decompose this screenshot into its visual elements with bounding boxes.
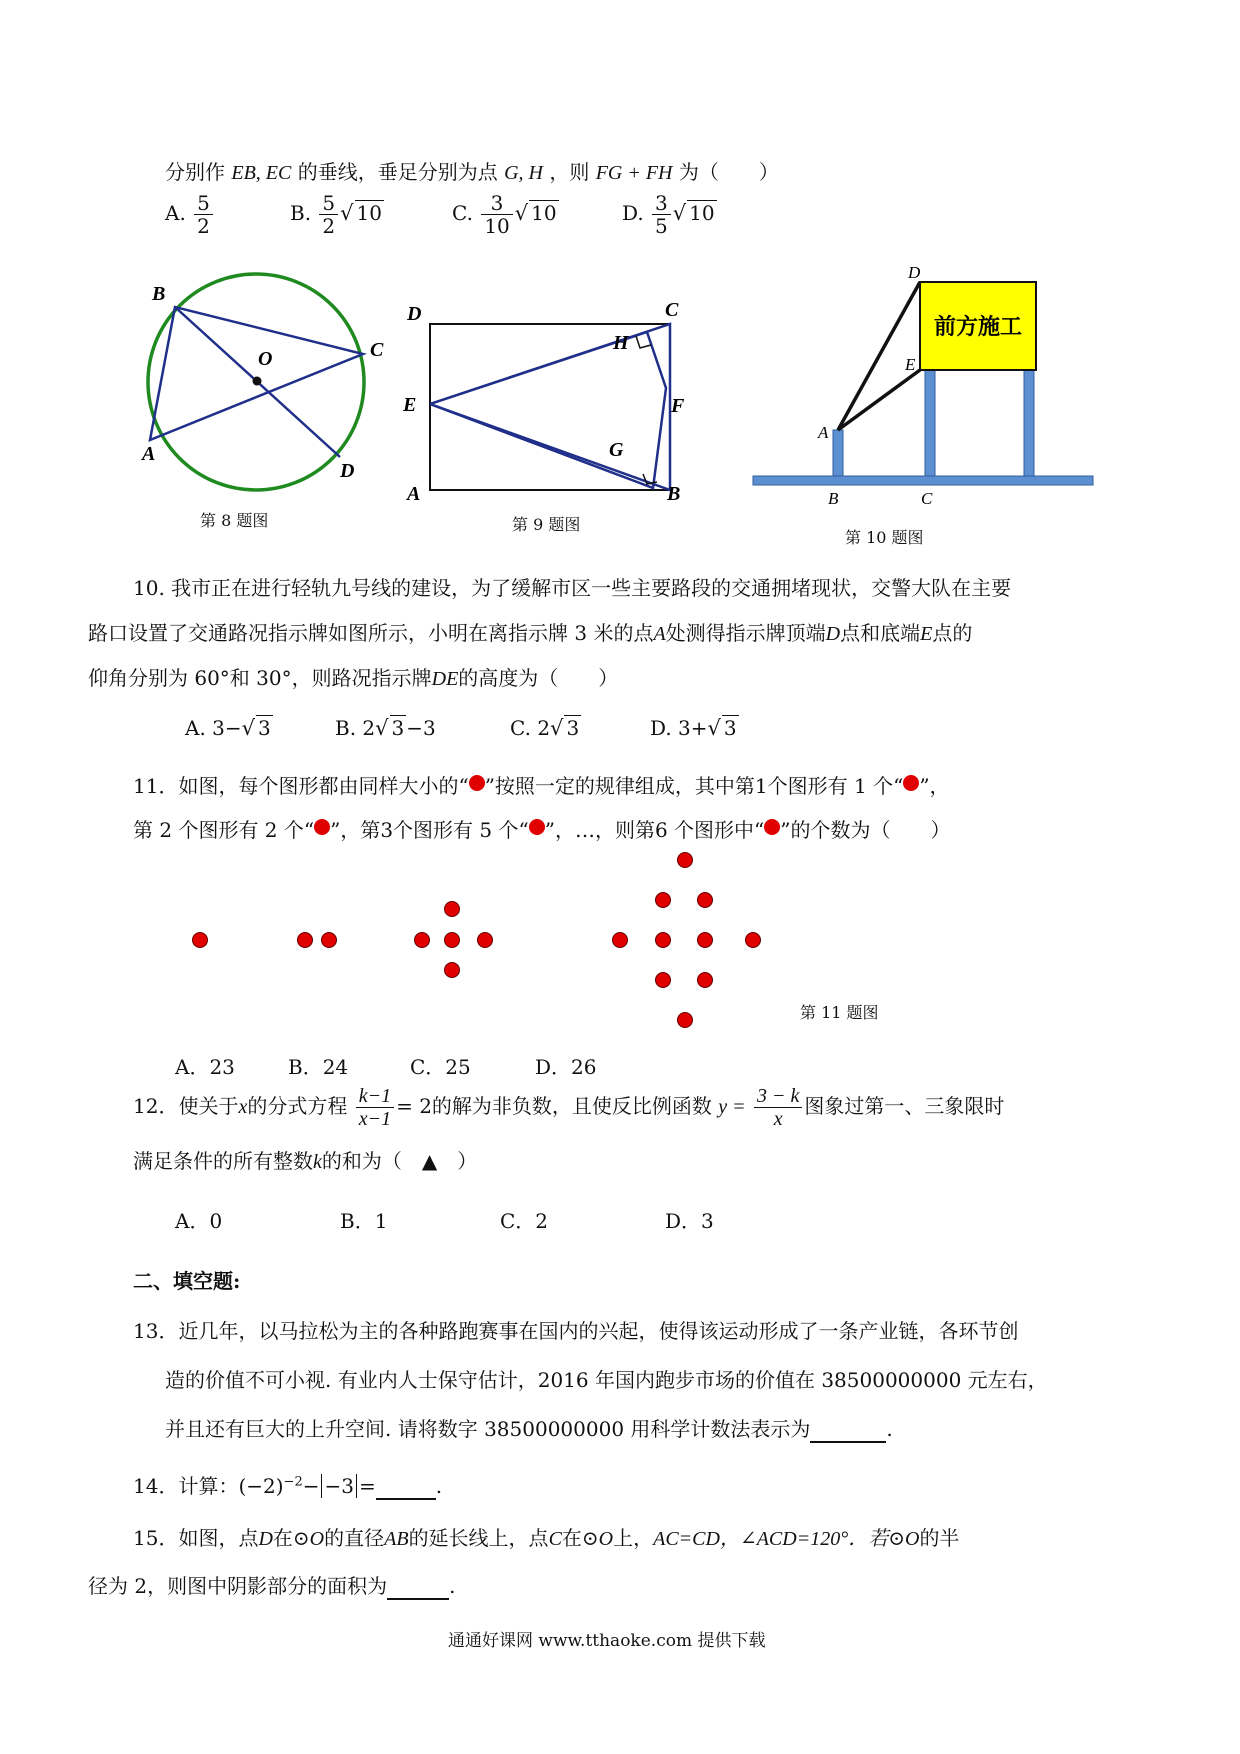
q13-line-1: 13．近几年，以马拉松为主的各种路跑赛事在国内的兴起，使得该运动形成了一条产业链，各环节创 bbox=[133, 1319, 1019, 1343]
fig9-label-a: A bbox=[407, 483, 421, 505]
q15-line-1: 15．如图，点D在⊙O的直径AB的延长线上，点C在⊙O上，AC=CD，∠ACD=120°．若⊙O的半 bbox=[133, 1526, 960, 1550]
q10-option-d: D. 3+√ 3 bbox=[650, 716, 737, 740]
fig8-label-a: A bbox=[142, 443, 156, 465]
fig10-label-a: A bbox=[818, 423, 829, 442]
red-dot-icon bbox=[529, 819, 545, 835]
pattern-1-dot bbox=[193, 933, 208, 948]
q11-line-1: 11．如图，每个图形都由同样大小的“ ”按照一定的规律组成，其中第1个图形有 1 个“ ”， bbox=[133, 774, 950, 798]
fig10-label-b: B bbox=[828, 489, 839, 506]
pattern-4-dot bbox=[678, 1013, 693, 1028]
fig8-caption: 第 8 题图 bbox=[200, 511, 269, 530]
pattern-4-dot bbox=[698, 893, 713, 908]
q10-line-1: 10. 我市正在进行轻轨九号线的建设，为了缓解市区一些主要路段的交通拥堵现状，交警大队在主要 bbox=[133, 576, 1012, 600]
q9-option-a: A. $\frac{5}{2}$ bbox=[165, 192, 215, 237]
pattern-3-dot bbox=[478, 933, 493, 948]
pattern-2-dot bbox=[298, 933, 313, 948]
q14-line: 14．计算：$(-2)^{-2}- -3$ = . bbox=[133, 1474, 443, 1498]
fig10-label-c: C bbox=[921, 489, 933, 506]
q10-option-a: A. 3−√ 3 bbox=[185, 716, 271, 740]
red-dot-icon bbox=[314, 819, 330, 835]
figure-8-circle bbox=[130, 270, 390, 500]
q9-option-d: D. $\frac{3}{5}$ √ 10 bbox=[622, 191, 715, 238]
q13-line-3: 并且还有巨大的上升空间. 请将数字 38500000000 用科学计数法表示为 . bbox=[165, 1417, 893, 1441]
q12-option-a: A．0 bbox=[175, 1209, 223, 1233]
figure-9-rectangle bbox=[395, 288, 705, 508]
red-dot-icon bbox=[764, 819, 780, 835]
q11-option-a: A．23 bbox=[175, 1055, 235, 1079]
fig9-label-h: H bbox=[613, 332, 629, 354]
pattern-4-dot bbox=[656, 933, 671, 948]
q10-option-c: C. 2√ 3 bbox=[510, 716, 580, 740]
red-dot-icon bbox=[469, 775, 485, 791]
section-title: 二、填空题: bbox=[133, 1269, 241, 1293]
pattern-3-dot bbox=[445, 933, 460, 948]
fig10-caption: 第 10 题图 bbox=[845, 528, 924, 547]
fig8-label-b: B bbox=[152, 283, 166, 305]
pattern-4-dot bbox=[656, 893, 671, 908]
pattern-4-dot bbox=[746, 933, 761, 948]
fig9-label-g: G bbox=[609, 439, 624, 461]
fig9-label-d: D bbox=[407, 303, 422, 325]
q10-line-2: 路口设置了交通路况指示牌如图所示，小明在离指示牌 3 米的点A处测得指示牌顶端D点和底端E点的 bbox=[88, 621, 973, 645]
q12-option-b: B．1 bbox=[340, 1209, 388, 1233]
fig10-label-e: E bbox=[905, 355, 916, 374]
pattern-4-dot bbox=[678, 853, 693, 868]
q10-line-3: 仰角分别为 60°和 30°，则路况指示牌DE的高度为（ ） bbox=[88, 666, 619, 690]
fig8-label-d: D bbox=[340, 460, 355, 482]
pattern-3-dot bbox=[445, 902, 460, 917]
pattern-2-dot bbox=[322, 933, 337, 948]
q12-option-d: D．3 bbox=[665, 1209, 714, 1233]
pattern-4-dot bbox=[698, 973, 713, 988]
pattern-4-dot bbox=[656, 973, 671, 988]
q11-line-2: 第 2 个图形有 2 个“ ”，第3个图形有 5 个“ ”，…，则第6 个图形中“ ”的个数为（ ） bbox=[133, 818, 951, 842]
q9-option-b: B. $\frac{5}{2}$ √ 10 bbox=[290, 191, 382, 238]
q12-option-c: C．2 bbox=[500, 1209, 549, 1233]
figure-11-dot-patterns bbox=[170, 846, 790, 1036]
fig9-label-e: E bbox=[403, 394, 417, 416]
fig8-label-c: C bbox=[370, 339, 384, 361]
pattern-4-dot bbox=[613, 933, 628, 948]
fig10-label-d: D bbox=[908, 266, 921, 282]
fig9-caption: 第 9 题图 bbox=[512, 515, 581, 534]
q15-line-2: 径为 2，则图中阴影部分的面积为 . bbox=[88, 1574, 456, 1598]
q11-option-c: C．25 bbox=[410, 1055, 471, 1079]
figure-10-signboard bbox=[748, 266, 1098, 506]
q13-line-2: 造的价值不可小视. 有业内人士保守估计，2016 年国内跑步市场的价值在 38500000000 元左右， bbox=[165, 1368, 1048, 1392]
footer-text: 通通好课网 www.tthaoke.com 提供下载 bbox=[448, 1631, 766, 1651]
red-dot-icon bbox=[903, 775, 919, 791]
fig11-caption: 第 11 题图 bbox=[800, 1003, 879, 1022]
fig9-label-c: C bbox=[665, 299, 679, 321]
pattern-3-dot bbox=[445, 963, 460, 978]
fig9-label-f: F bbox=[671, 395, 685, 417]
q11-option-d: D．26 bbox=[535, 1055, 597, 1079]
q12-line-2: 满足条件的所有整数k的和为（ ▲ ） bbox=[133, 1149, 478, 1173]
fig8-label-o: O bbox=[258, 348, 273, 370]
q9-option-c: C. $\frac{3}{10}$ √ 10 bbox=[452, 191, 557, 238]
q11-option-b: B．24 bbox=[288, 1055, 349, 1079]
q9-question-text: 分别作 EB, EC 的垂线，垂足分别为点 G, H ，则 FG + FH 为（ ） bbox=[165, 160, 779, 184]
pattern-4-dot bbox=[698, 933, 713, 948]
fig10-sign-text: 前方施工 bbox=[933, 315, 1023, 340]
fig9-label-b: B bbox=[667, 483, 681, 505]
q10-option-b: B. 2√ 3 −3 bbox=[335, 716, 436, 740]
pattern-3-dot bbox=[415, 933, 430, 948]
q12-line-1: 12．使关于x的分式方程 $\frac{k-1}{x-1}$ = 2的解为非负数，且使反比例函数 y = $\frac{3 - k}{x}$ 图象过第一、三象限时 bbox=[133, 1085, 1005, 1130]
